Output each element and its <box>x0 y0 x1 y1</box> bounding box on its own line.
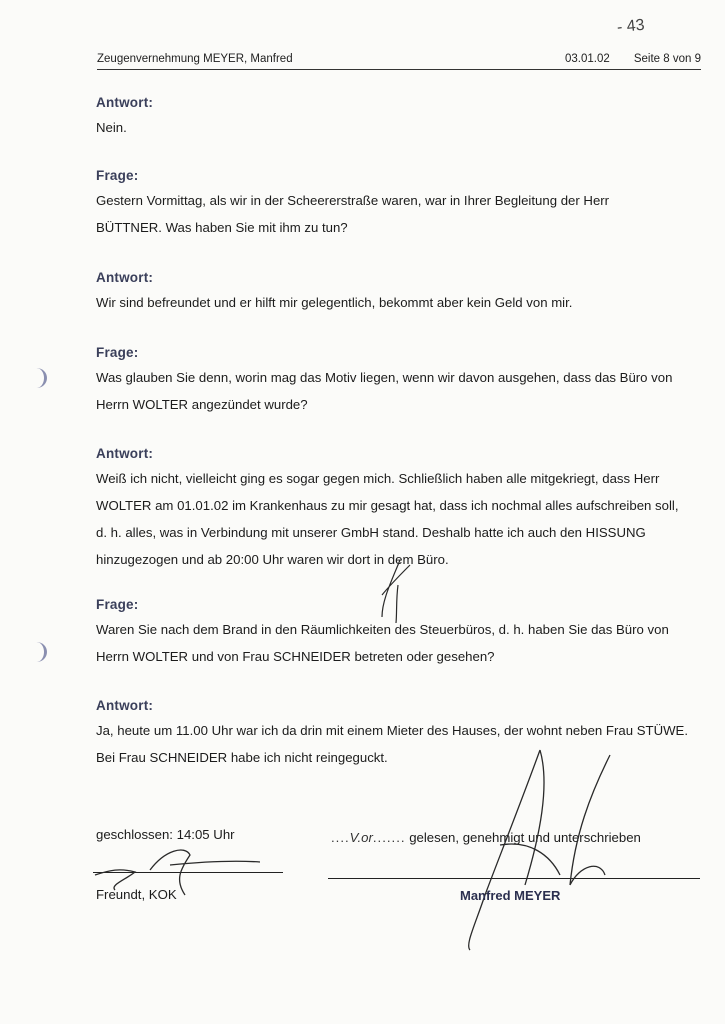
signature-line-left <box>93 872 283 873</box>
header-divider <box>97 69 701 70</box>
qa-text: Was glauben Sie denn, worin mag das Motiv liegen, wenn wir davon ausgehen, dass das Büro von Herrn WOLTER angezündet wurde? <box>96 370 673 412</box>
qa-block-1 <box>96 95 696 141</box>
header-date: 03.01.02 <box>565 53 610 65</box>
approval-line <box>331 830 641 845</box>
qa-text: Weiß ich nicht, vielleicht ging es sogar gegen mich. Schließlich haben alle mitgekriegt, dass Herr WOLTER am 01.01.02 im Krankenhaus zu mir gesagt hat, dass ich nochmal alles aufschreiben soll, d. h. alles, was in Verbindung mit unserer GmbH stand. Deshalb hatte ich auch den HISSUNG hinzugezogen und ab 20:00 Uhr waren wir dort in dem Büro. <box>96 471 679 567</box>
qa-block-3 <box>96 270 696 316</box>
signature-line-right <box>328 878 700 879</box>
qa-label: Frage: <box>96 168 139 183</box>
qa-block-7 <box>96 698 696 771</box>
approval-text: gelesen, genehmigt und unterschrieben <box>405 830 641 845</box>
qa-block-2 <box>96 168 696 241</box>
punch-hole-bottom <box>26 642 47 662</box>
qa-label: Antwort: <box>96 446 154 461</box>
qa-text: Gestern Vormittag, als wir in der Scheererstraße waren, war in Ihrer Begleitung der Herr BÜTTNER. Was haben Sie mit ihm zu tun? <box>96 193 610 235</box>
signer-witness-name: Manfred MEYER <box>460 888 561 903</box>
approval-dots: .... <box>331 830 350 845</box>
approval-initial: V.or <box>349 830 373 845</box>
closed-time: geschlossen: 14:05 Uhr <box>96 827 235 842</box>
qa-label: Antwort: <box>96 270 154 285</box>
signer-officer-name: Freundt, KOK <box>96 887 177 902</box>
qa-text: Waren Sie nach dem Brand in den Räumlichkeiten des Steuerbüros, d. h. haben Sie das Büro von Herrn WOLTER und von Frau SCHNEIDER betreten oder gesehen? <box>96 622 669 664</box>
signature-witness <box>440 745 640 955</box>
qa-block-5 <box>96 446 696 573</box>
qa-label: Antwort: <box>96 698 154 713</box>
punch-hole-top <box>26 368 47 388</box>
header-title: Zeugenvernehmung MEYER, Manfred <box>97 53 293 65</box>
qa-text: Wir sind befreundet und er hilft mir gelegentlich, bekommt aber kein Geld von mir. <box>96 295 573 310</box>
qa-text: Nein. <box>96 120 127 135</box>
qa-block-4 <box>96 345 696 418</box>
approval-dots: ....... <box>372 830 406 845</box>
qa-text: Ja, heute um 11.00 Uhr war ich da drin mit einem Mieter des Hauses, der wohnt neben Frau STÜWE. Bei Frau SCHNEIDER habe ich nicht reingeguckt. <box>96 723 688 765</box>
header-page-info: Seite 8 von 9 <box>633 53 701 65</box>
qa-label: Frage: <box>96 597 139 612</box>
qa-label: Frage: <box>96 345 139 360</box>
qa-label: Antwort: <box>96 95 154 110</box>
qa-block-6 <box>96 597 696 670</box>
page-number-annotation: - 43 <box>616 16 646 37</box>
